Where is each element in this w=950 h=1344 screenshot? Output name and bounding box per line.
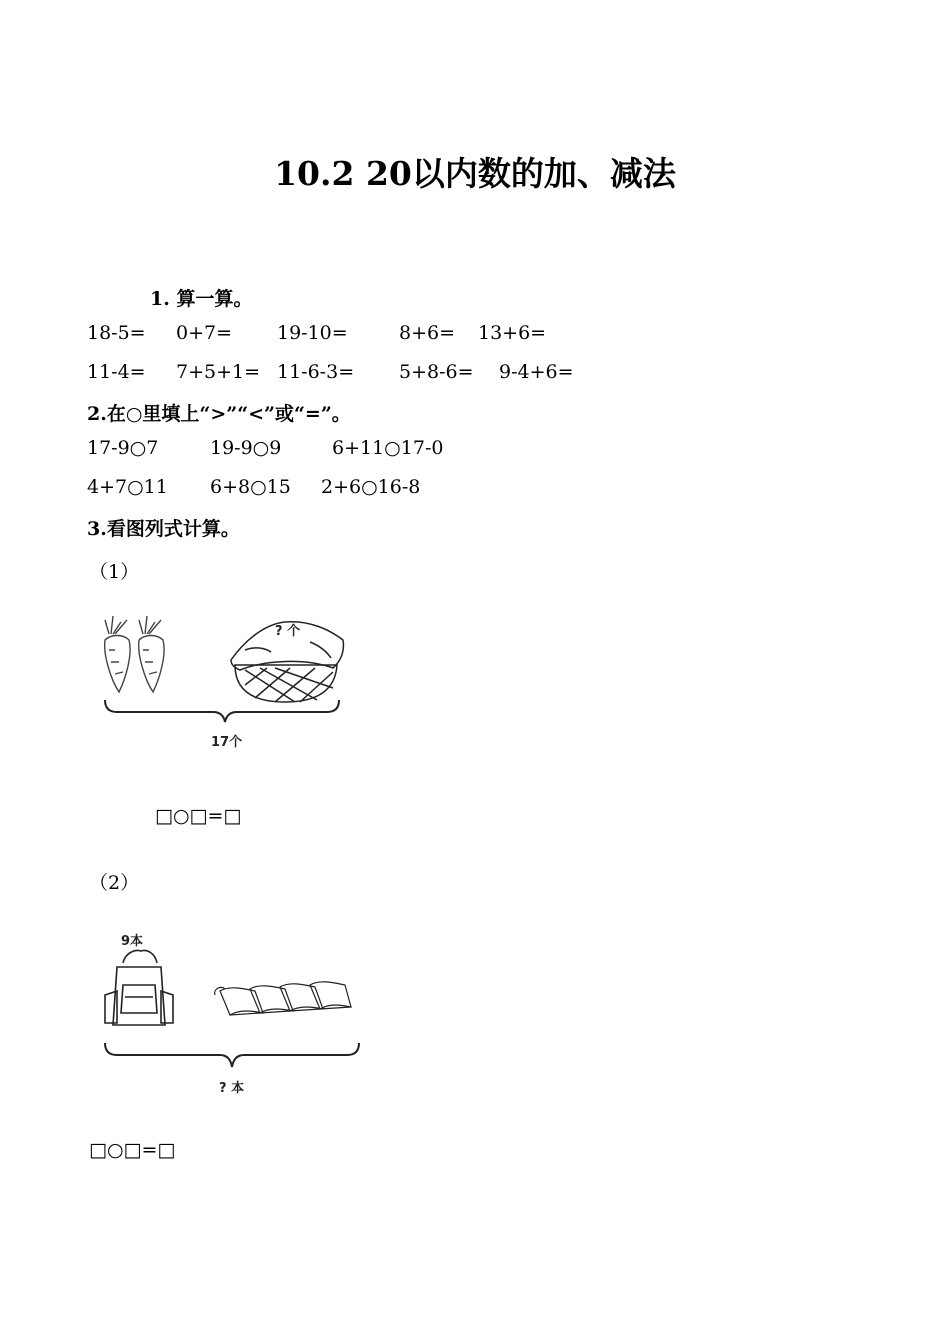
q3-heading: 3.看图列式计算。 [87, 518, 240, 540]
total-label: 17个 [211, 735, 243, 750]
q1-expr: 5+8-6= [399, 361, 474, 383]
q1-expr: 13+6= [478, 322, 547, 344]
carrots-basket-figure [95, 610, 355, 760]
q2-expr: 2+6○16-8 [321, 476, 421, 498]
bag-label: 9本 [121, 934, 144, 949]
q3-part1-label: （1） [89, 561, 140, 583]
q1-expr: 0+7= [176, 322, 233, 344]
total-label: ? 本 [219, 1081, 245, 1096]
q1-expr: 7+5+1= [176, 361, 261, 383]
page-title: 10.2 20以内数的加、减法 [274, 154, 676, 193]
brace-icon [105, 700, 339, 722]
q3-part1-equation-template: □○□=□ [155, 805, 242, 827]
q2-expr: 6+8○15 [210, 476, 291, 498]
q1-expr: 9-4+6= [499, 361, 574, 383]
q2-heading: 2.在○里填上“>”“<”或“=”。 [87, 403, 351, 425]
brace-icon [105, 1043, 359, 1067]
books-icon [215, 982, 351, 1015]
q1-expr: 11-4= [87, 361, 146, 383]
q3-part2-label: （2） [89, 872, 140, 894]
q1-expr: 11-6-3= [277, 361, 355, 383]
basket-label: ? 个 [275, 624, 301, 639]
q1-expr: 18-5= [87, 322, 146, 344]
carrot-icon [105, 616, 130, 692]
q3-part2-equation-template: □○□=□ [89, 1139, 176, 1161]
backpack-books-figure [95, 925, 365, 1100]
q2-expr: 6+11○17-0 [332, 437, 444, 459]
q2-expr: 4+7○11 [87, 476, 168, 498]
carrot-icon [139, 616, 164, 692]
q1-expr: 19-10= [277, 322, 348, 344]
q1-heading: 1. 算一算。 [150, 288, 253, 310]
q2-expr: 19-9○9 [210, 437, 282, 459]
q1-expr: 8+6= [399, 322, 456, 344]
backpack-icon [105, 951, 173, 1026]
q2-expr: 17-9○7 [87, 437, 159, 459]
